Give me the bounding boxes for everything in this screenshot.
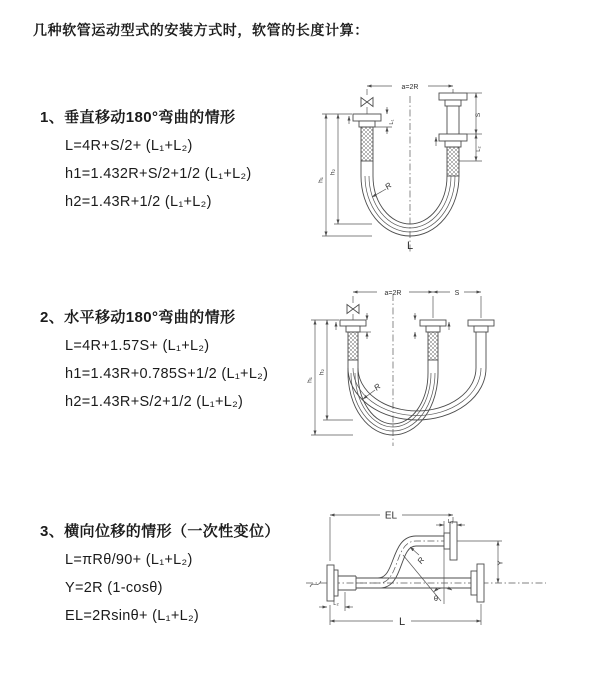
hose-u-position2 [348, 368, 486, 420]
section-2 [40, 306, 310, 422]
page-title: 几种软管运动型式的安装方式时，软管的长度计算： [33, 22, 369, 38]
section-1-heading: 1、垂直移动180°弯曲的情形 [40, 109, 236, 126]
dim-label-l2: L₂ [333, 601, 339, 607]
dim-label-a2r: a=2R [401, 83, 419, 91]
dim-label-r: R [383, 180, 394, 192]
dim-label-r: R [415, 555, 427, 566]
formula-el: EL=2Rsinθ+ (L₁+L₂) [65, 608, 200, 624]
dim-label-l1: L₁ [389, 119, 395, 125]
right-flange-lower [471, 564, 484, 602]
dim-length [330, 604, 481, 628]
left-flange [340, 320, 366, 332]
dim-s [433, 290, 481, 297]
formula-h2: h2=1.43R+1/2 (L₁+L₂) [65, 194, 212, 210]
section-2-heading: 2、水平移动180°弯曲的情形 [40, 309, 236, 326]
section-1 [40, 106, 310, 222]
diagram-lateral-displacement [298, 503, 600, 653]
dim-label-length: L [406, 240, 414, 252]
dim-label-a2r: a=2R [384, 289, 402, 297]
diagram-vertical-180-bend [308, 66, 593, 266]
diagram-horizontal-180-bend [303, 278, 600, 468]
left-flange [353, 114, 381, 127]
dim-h1 [307, 320, 354, 435]
dim-label-theta: θ [433, 594, 439, 603]
dim-label-r: R [372, 381, 383, 393]
dim-label-h1: h₁ [306, 377, 314, 383]
section-3-heading: 3、横向位移的情形（一次性变位） [40, 523, 280, 540]
dim-s [467, 93, 482, 134]
dim-label-h1: h₁ [317, 177, 325, 183]
formula-y: Y=2R (1-cosθ) [65, 580, 163, 596]
dim-a2r [353, 290, 433, 297]
section-3-formulas [65, 552, 310, 624]
right-flange-upper [439, 93, 467, 106]
section-3 [40, 520, 310, 636]
dim-label-s: S [454, 289, 460, 297]
right-flange-lower [439, 134, 467, 147]
dim-label-s: S [475, 112, 482, 118]
dim-label-l2: L₂ [476, 146, 482, 152]
middle-flange [420, 320, 446, 332]
dim-label-l1: L₁ [447, 519, 454, 525]
section-2-formulas [65, 338, 310, 410]
hose-braid-middle [428, 332, 438, 360]
formula-length: L=πRθ/90+ (L₁+L₂) [65, 552, 193, 568]
dim-label-y: Y [495, 560, 505, 566]
dim-label-h2: h₂ [329, 168, 337, 176]
formula-length: L=4R+1.57S+ (L₁+L₂) [65, 338, 210, 354]
dim-label-length: L [398, 616, 406, 628]
formula-length: L=4R+S/2+ (L₁+L₂) [65, 138, 193, 154]
hose-braid-left [348, 332, 358, 360]
right-flange [468, 320, 494, 332]
section-1-formulas [65, 138, 310, 210]
valve-icon [361, 98, 373, 115]
dim-label-h2: h₂ [318, 368, 326, 376]
radius-leader [410, 547, 426, 566]
radius-leader [372, 181, 394, 197]
hose-braid-right [447, 147, 459, 176]
right-flange-upper [444, 522, 457, 560]
angle-theta [403, 549, 452, 604]
pipe-break-mark [310, 581, 321, 587]
hose-displaced-position [356, 536, 444, 588]
hose-braid-left [361, 127, 373, 161]
formula-h2: h2=1.43R+S/2+1/2 (L₁+L₂) [65, 394, 244, 410]
dim-label-el: EL [384, 510, 398, 522]
formula-h1: h1=1.43R+0.785S+1/2 (L₁+L₂) [65, 366, 269, 382]
formula-h1: h1=1.432R+S/2+1/2 (L₁+L₂) [65, 166, 252, 182]
valve-icon [347, 305, 359, 321]
